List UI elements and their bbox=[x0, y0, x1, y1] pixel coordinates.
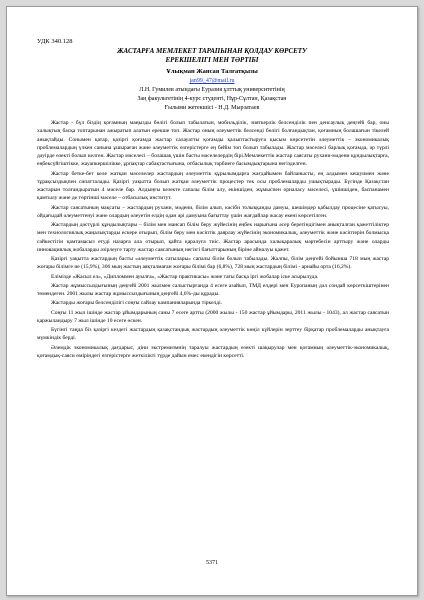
affiliation-supervisor: Ғылыми жетекшісі - Н.Д. Мырзатаев bbox=[164, 105, 260, 111]
paragraph: Жастар саясатының мақсаты – жастардың рухани, мәдени, білім алып, кәсіби толыққанды дамуы, шешімдер қабылдау процесіне қатысуы, ойдағыдай әлеуметтенуі және олардың әлеуетін елдің одан әрі дамуына бағыттау үшін жағдайлар жасау екені көрсетілген. bbox=[37, 204, 389, 219]
article-body bbox=[37, 119, 389, 361]
affiliation-university: Л.Н. Гумилев атындағы Еуразия ұлттық университетінің bbox=[139, 87, 285, 93]
udc-code: УДК 340.128 bbox=[37, 38, 73, 45]
paragraph: Әлемдік экономикалық дағдарыс, діни экстремизмнің таралуы жастардың өзекті шақырулар мен қоғамның әлеуметтік-экономикалық, қоғамдық-саяси өміріндегі өзгерістерге жеткілікті түрде дайын емес екендігін көрсетті. bbox=[37, 344, 389, 359]
paragraph: Бүгінгі таңда біз қазіргі кездегі жастардың қазақстандық жастардың әлеуметтік көңіл күйлерін зерттеу бірқатар проблемаларды анықтауға мүмкіндік берді. bbox=[37, 327, 389, 342]
paragraph: Жастарды жоғары белсенділігі соңғы сайлау кампанияларында тіркелді. bbox=[51, 300, 223, 307]
affiliation-student: Заң факультетінің 4-курс студенті, Нұр-Сұлтан, Қазақстан bbox=[137, 96, 287, 102]
paragraph: Жастардың дәстүрлі құндылықтары – білім мен мансап білім беру жүйесінің еңбек нарығына әсер беретіндігімен анықталған қажеттіліктер мен технологиялық жаңалықтарды ескере отырып, білім беру мен кәсіптік даярлау жүйесінің экономикалық, әлеуметтік және кәсіптерін болмысқа сәйкестігін қамтамасыз етуді назарға ала отырып, қайта қаралуға тиіс. Жастар арасында халықаралық мәртебесін арттыру және оларды инновациялық жобаларды әзірлеуге тарту жастар саясатының негізгі бағыттарының біріне айналуы қажет. bbox=[37, 222, 389, 253]
paragraph: Жастар жұмыссыздығының деңгейі 2001 жылмен салыстырғанда 4 есеге азайып, ТМД елдері мен Еуропаның дәл сондай көрсеткіштерінен төмендеген. 2001 жылы жастар жұмыссыздығының деңгейі 4,6%-ды құрады. bbox=[37, 282, 389, 297]
page-number: 5371 bbox=[206, 560, 218, 566]
paragraph: Соңғы 11 жыл ішінде жастар ұйымдарының саны 7 есеге артты (2000 жылы - 150 жастар ұйымдары, 2011 жылы - 1043), ал жастар саясатын қаржыландыру 7 жыл ішінде 10 есеге өскен. bbox=[37, 309, 389, 324]
document-page bbox=[6, 6, 418, 596]
paragraph: Елімізде «Жасыл ел», «Дипломмен ауылға», «Жастар практикасы» және тағы басқа іргі жобалар іске асырылуда. bbox=[51, 273, 319, 280]
author-email-link[interactable]: jan99_47@mail.ru bbox=[189, 78, 235, 84]
paragraph: Қазіргі уақытта жастардың басты «әлеуметтік сатылары» сапалы білім болып табылады. Жалпы, білім деңгейі бойынша 718 мың жастар жоғары білімге ие (15,9%), 306 мың жастың аяқталмаған жоғары білімі бар (6,8%), 728 мың жастардың білімі - арнайы орта (16,2%). bbox=[37, 256, 389, 271]
paragraph: Жастар бетке-бет келе жатқан мәселелер жастардың әлеуметтік құрылымдарға жағдайымен байланысты, ең алдымен кешуимен және тұрақсыздықпен сипатталады. Қазіргі уақытта болып жатқан әлеуметтік процестер тек осы проблемаларды ушықтырады. Бүгінде Қазақстан жастарын толғандыратын 4 мәселе бар. Алдыңғы кезекте сапалы білім алу, екіншіден, жұмыспен орналасу мәселесі, үшіншіден, баспанамен қамтылу және де төртінші мәселе – отбасылық институт. bbox=[37, 170, 389, 202]
author-name: Ұлықман Жансая Талғатқызы bbox=[166, 68, 258, 75]
article-title-line-2: ЕРЕКШЕЛІГІ МЕН ТӘРТІБІ bbox=[165, 56, 259, 64]
paragraph: Жастар - бүл біздің қоғамның маңызды бөлігі болып табылатын, мобильділік, зияткерлік белсенділік пен денсаулық деңгейі бар, оны халықтың басқа топтарынан ажыратып алатын ерекше топ. Жастар оның әлеуметтік белсенді бөлігі болғандықтан, қоғамның болашағын тікелей анықтайды. Сонымен қатар, қазіргі қоғамда жастар салауатты қоғамды қалыптастыруға қысым көрсететін әлеуметтік – экономикалық проблемалардың үлкен санына ұшыраған және әлеуметтік өзгерістерге ең бейім топ болып табылады. Жастар мәселесі барлық қоғамда, әр түрлі дәуірде өзекті болып келген. Жастар мәселесі – болашақ үшін басты мәселелердің бірі.Мемлекеттік жастар саясаты рухани-мәдени құндылықтарға, еңбексүйгіштікке, жауапкершілікке, ұрпақтар сабақтастығына, отбасылық тәрбиеге басымдықтарына негізделген. bbox=[37, 120, 389, 168]
article-title-line-1: ЖАСТАРҒА МЕМЛЕКЕТ ТАРАПЫНАН ҚОЛДАУ КӨРСЕТУ bbox=[117, 47, 307, 55]
